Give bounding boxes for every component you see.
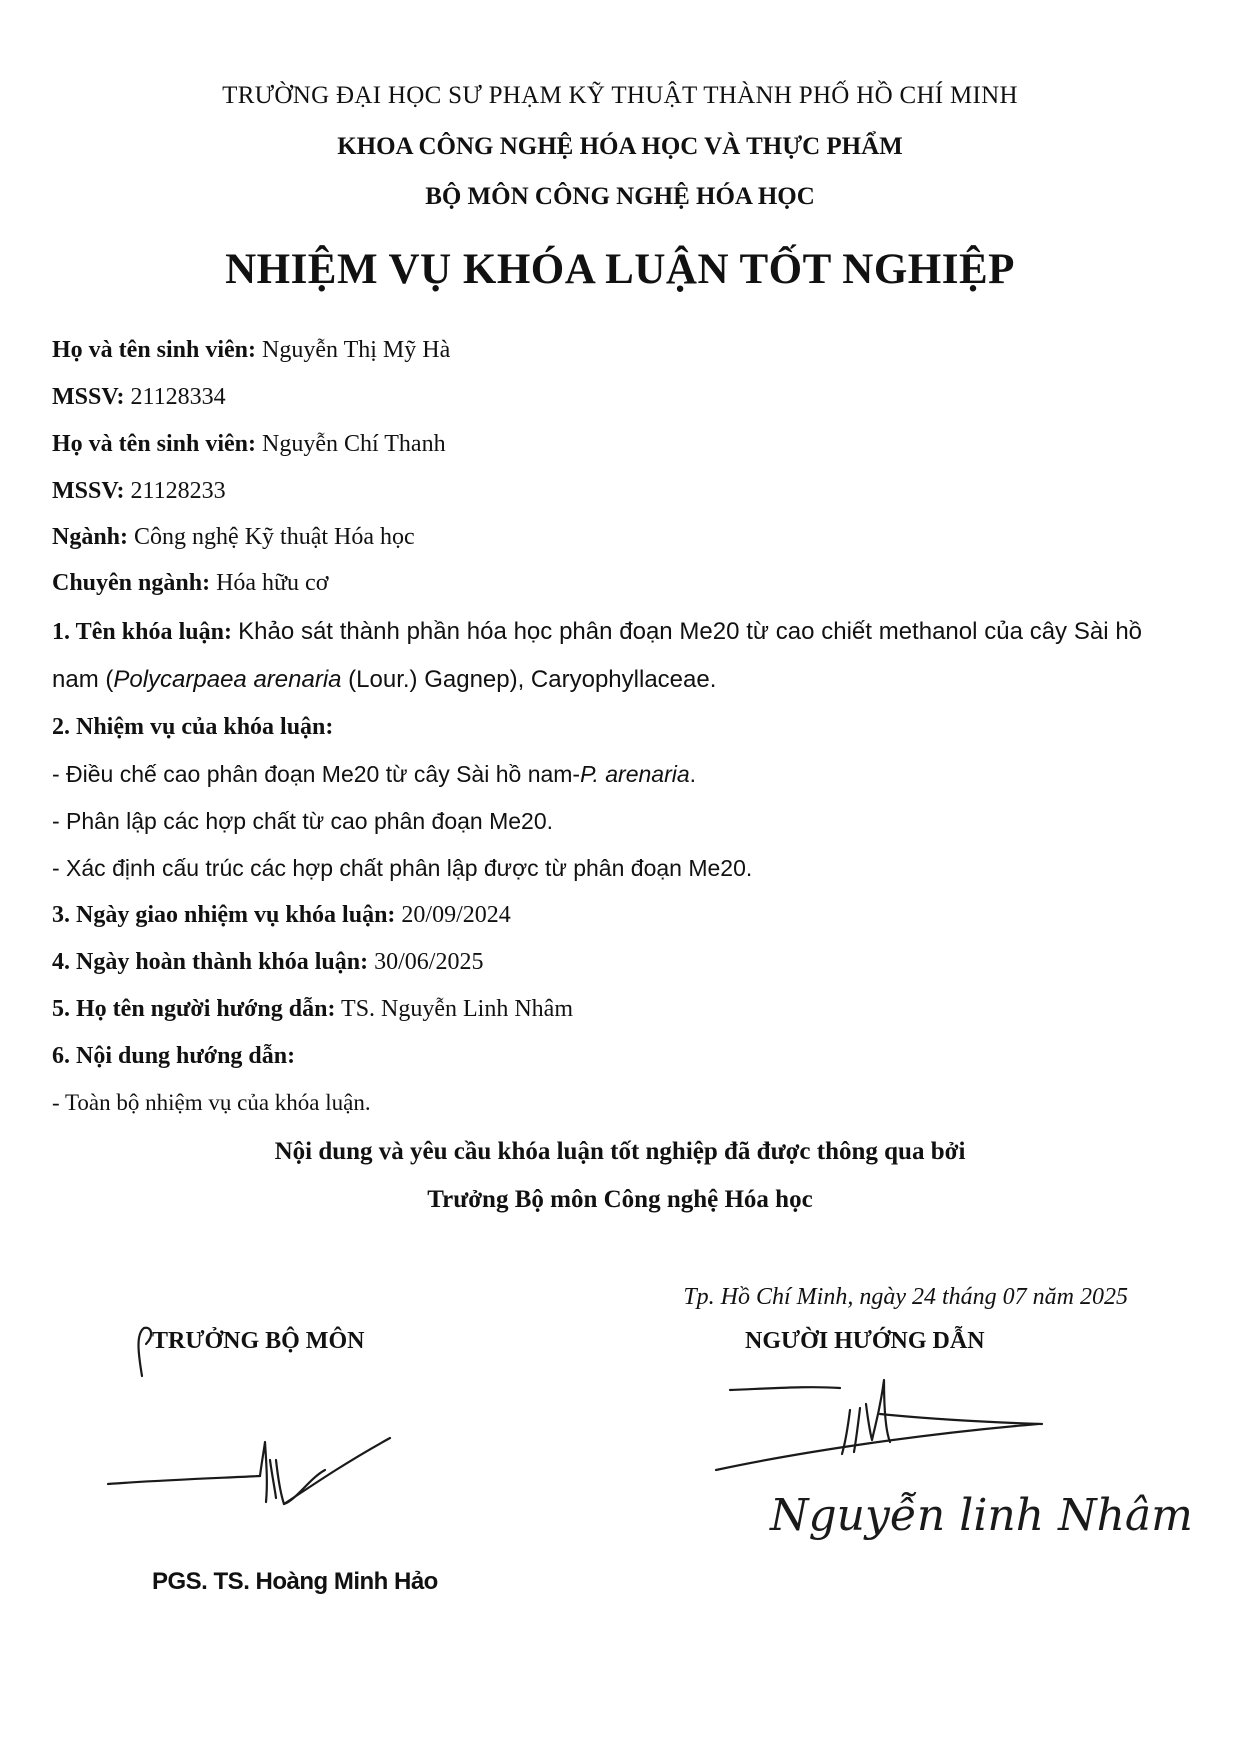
task-item-text: - Xác định cấu trúc các hợp chất phân lập được từ phân đoạn Me20. bbox=[52, 855, 753, 881]
thesis-title-species: Polycarpaea arenaria bbox=[113, 666, 342, 693]
specialization-label: Chuyên ngành: bbox=[52, 570, 211, 596]
place-date: Tp. Hồ Chí Minh, ngày 24 tháng 07 năm 2025 bbox=[683, 1284, 1128, 1310]
complete-date-value: 30/06/2025 bbox=[374, 949, 484, 975]
student-1-name-row bbox=[52, 337, 450, 364]
student-id: 21128233 bbox=[130, 478, 226, 504]
head-of-department-title: TRƯỞNG BỘ MÔN bbox=[152, 1328, 365, 1354]
assign-date-row bbox=[52, 902, 511, 929]
thesis-title-text-1: Khảo sát thành phần hóa học phân đoạn Me20 từ cao chiết methanol của cây Sài hồ nam ( bbox=[52, 618, 1143, 693]
advisor-signature bbox=[720, 1370, 1060, 1480]
tasks-label: 2. Nhiệm vụ của khóa luận: bbox=[52, 714, 334, 740]
advisor-handwritten-name bbox=[770, 1480, 1193, 1570]
student-id: 21128334 bbox=[130, 384, 226, 410]
student-2-name-row bbox=[52, 431, 446, 458]
major-label: Ngành: bbox=[52, 524, 129, 550]
tasks-heading bbox=[52, 714, 333, 741]
complete-date-row bbox=[52, 949, 483, 976]
specialization-row bbox=[52, 570, 328, 597]
approval-line-2: Trưởng Bộ môn Công nghệ Hóa học bbox=[427, 1186, 813, 1213]
approval-line-1: Nội dung và yêu cầu khóa luận tốt nghiệp đã được thông qua bởi bbox=[274, 1138, 966, 1165]
student-id-label: MSSV: bbox=[52, 478, 125, 504]
university-name: TRƯỜNG ĐẠI HỌC SƯ PHẠM KỸ THUẬT THÀNH PHỐ HỒ CHÍ MINH bbox=[222, 82, 1018, 109]
task-item bbox=[52, 855, 752, 882]
assign-date-value: 20/09/2024 bbox=[401, 902, 511, 928]
student-name-label: Họ và tên sinh viên: bbox=[52, 431, 257, 457]
advisor-label: 5. Họ tên người hướng dẫn: bbox=[52, 996, 336, 1022]
task-item-species: P. arenaria bbox=[580, 761, 690, 787]
head-of-department-signature bbox=[100, 1430, 400, 1540]
thesis-title-label: 1. Tên khóa luận: bbox=[52, 619, 232, 645]
thesis-title-block bbox=[52, 608, 1142, 704]
guidance-item bbox=[52, 1090, 371, 1116]
advisor-signature-title: NGƯỜI HƯỚNG DẪN bbox=[745, 1328, 985, 1354]
student-name-label: Họ và tên sinh viên: bbox=[52, 337, 257, 363]
major-value: Công nghệ Kỹ thuật Hóa học bbox=[134, 524, 415, 550]
guidance-item-text: - Toàn bộ nhiệm vụ của khóa luận. bbox=[52, 1090, 371, 1115]
faculty-name: KHOA CÔNG NGHỆ HÓA HỌC VÀ THỰC PHẨM bbox=[337, 133, 903, 160]
advisor-value: TS. Nguyễn Linh Nhâm bbox=[341, 996, 574, 1022]
student-name: Nguyễn Thị Mỹ Hà bbox=[262, 337, 451, 363]
major-row bbox=[52, 524, 415, 551]
head-of-department-name: PGS. TS. Hoàng Minh Hảo bbox=[152, 1568, 438, 1595]
complete-date-label: 4. Ngày hoàn thành khóa luận: bbox=[52, 949, 369, 975]
student-2-id-row bbox=[52, 478, 226, 505]
handwritten-name-text: Nguyễn linh Nhâm bbox=[770, 1490, 1193, 1541]
task-item-suffix: . bbox=[689, 761, 697, 787]
assign-date-label: 3. Ngày giao nhiệm vụ khóa luận: bbox=[52, 902, 396, 928]
thesis-title-text-2: (Lour.) Gagnep), Caryophyllaceae. bbox=[341, 666, 717, 693]
initial-mark bbox=[130, 1322, 160, 1382]
task-item bbox=[52, 761, 696, 788]
student-name: Nguyễn Chí Thanh bbox=[262, 431, 446, 457]
student-1-id-row bbox=[52, 384, 226, 411]
specialization-value: Hóa hữu cơ bbox=[216, 570, 329, 596]
task-item bbox=[52, 808, 553, 835]
task-item-text: - Điều chế cao phân đoạn Me20 từ cây Sài hồ nam- bbox=[52, 761, 581, 787]
student-id-label: MSSV: bbox=[52, 384, 125, 410]
advisor-row bbox=[52, 996, 573, 1023]
document-title: NHIỆM VỤ KHÓA LUẬN TỐT NGHIỆP bbox=[225, 246, 1015, 293]
task-item-text: - Phân lập các hợp chất từ cao phân đoạn Me20. bbox=[52, 808, 554, 834]
department-name: BỘ MÔN CÔNG NGHỆ HÓA HỌC bbox=[425, 183, 815, 210]
guidance-heading bbox=[52, 1043, 295, 1070]
guidance-label: 6. Nội dung hướng dẫn: bbox=[52, 1043, 296, 1069]
